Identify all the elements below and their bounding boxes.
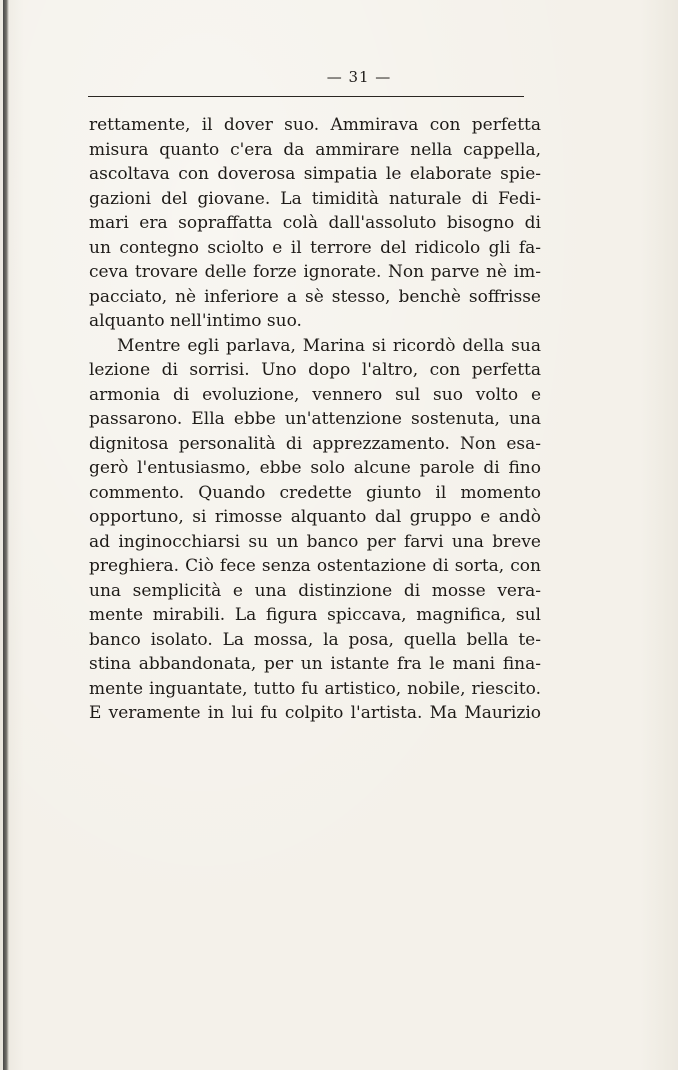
text-line: mente inguantate, tutto fu artistico, nobile, riescito. (89, 678, 541, 699)
text-line: ad inginocchiarsi su un banco per farvi una breve (89, 531, 541, 552)
text-line: stina abbandonata, per un istante fra le mani fina- (89, 654, 541, 674)
text-line: preghiera. Ciò fece senza ostentazione di sorta, con (89, 556, 541, 576)
text-line: lezione di sorrisi. Uno dopo l'altro, con perfetta (89, 360, 541, 380)
text-line: banco isolato. La mossa, la posa, quella bella te- (89, 629, 541, 650)
text-line: gazioni del giovane. La timidità naturale di Fedi- (89, 188, 541, 209)
text-line: un contegno sciolto e il terrore del ridicolo gli fa- (89, 237, 541, 258)
text-line: E veramente in lui fu colpito l'artista. Ma Maurizio (89, 703, 541, 723)
text-line: misura quanto c'era da ammirare nella cappella, (89, 139, 541, 160)
text-line: rettamente, il dover suo. Ammirava con perfetta (89, 115, 541, 135)
text-line: opportuno, si rimosse alquanto dal gruppo e andò (89, 507, 541, 527)
text-line: pacciato, nè inferiore a sè stesso, benchè soffrisse (89, 286, 541, 307)
text-line: armonia di evoluzione, vennero sul suo volto e (89, 384, 541, 405)
header-rule (88, 96, 524, 97)
text-line: commento. Quando credette giunto il momento (89, 482, 541, 503)
text-line: gerò l'entusiasmo, ebbe solo alcune parole di fino (89, 458, 541, 478)
text-line: dignitosa personalità di apprezzamento. Non esa- (89, 433, 541, 454)
text-line-paragraph-start: Mentre egli parlava, Marina si ricordò della sua (117, 335, 541, 356)
text-line: passarono. Ella ebbe un'attenzione sostenuta, una (89, 409, 541, 429)
text-line: ceva trovare delle forze ignorate. Non parve nè im- (89, 262, 541, 282)
body-text (89, 113, 541, 726)
text-line: mente mirabili. La figura spiccava, magnifica, sul (89, 605, 541, 625)
text-line: ascoltava con doverosa simpatia le elaborate spie- (89, 164, 541, 184)
text-line-paragraph-end: alquanto nell'intimo suo. (89, 311, 302, 331)
text-line: una semplicità e una distinzione di mosse vera- (89, 580, 541, 601)
page-number: — 31 — (326, 68, 392, 86)
page-binding-edge (3, 0, 9, 1070)
text-line: mari era sopraffatta colà dall'assoluto bisogno di (89, 213, 541, 233)
